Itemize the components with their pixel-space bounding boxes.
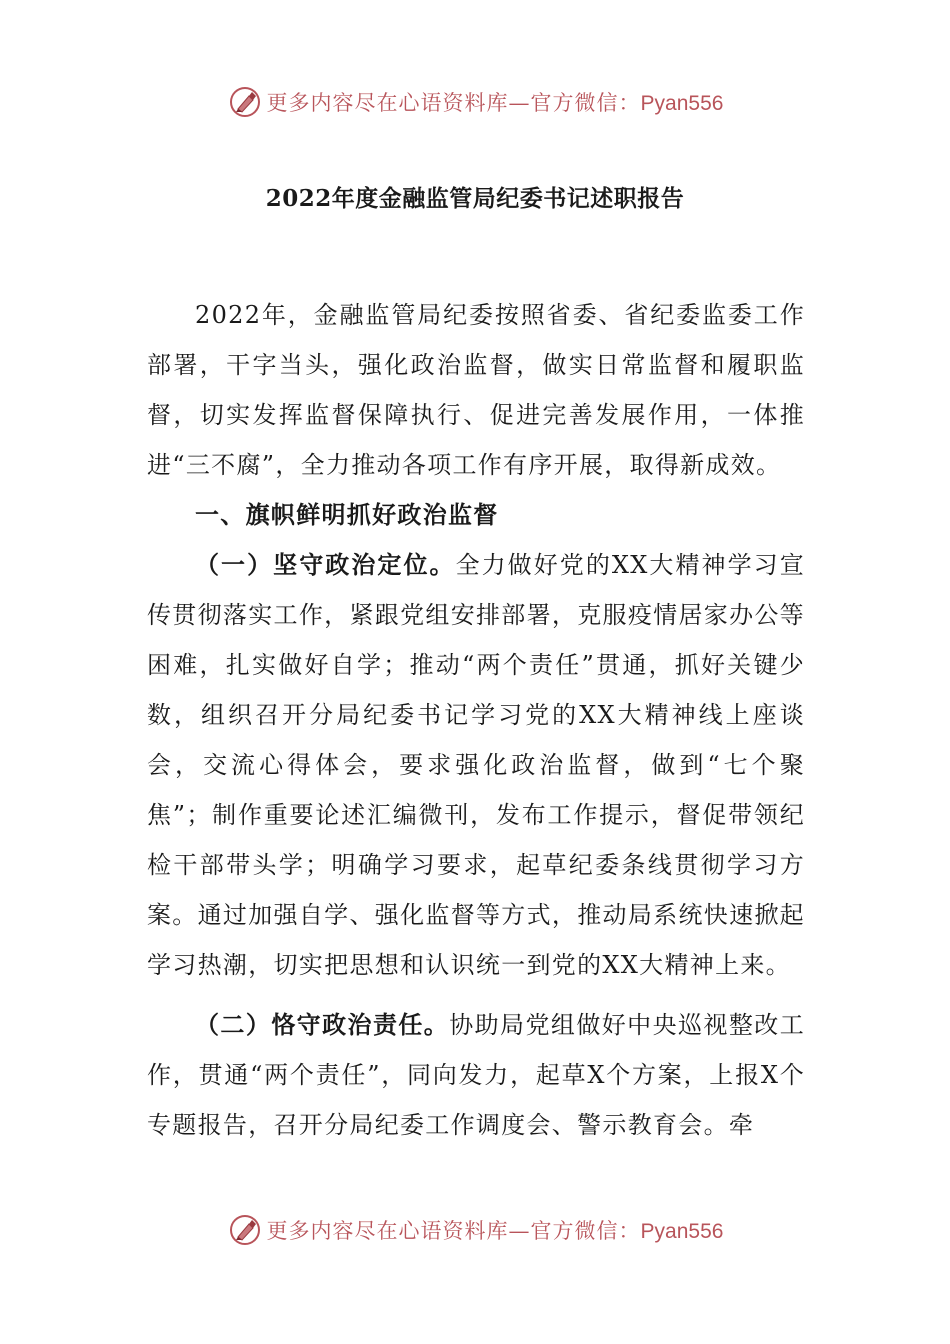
item-paragraph-2 (147, 1000, 805, 1150)
header-watermark (0, 80, 950, 124)
item-lead-2: （二）恪守政治责任。 (195, 1010, 450, 1039)
pen-nib-logo-icon (227, 1212, 263, 1248)
document-body (147, 290, 805, 1150)
watermark-text: 更多内容尽在心语资料库—官方微信：Pyan556 (266, 91, 724, 115)
pen-nib-logo-icon (227, 84, 263, 120)
watermark-text: 更多内容尽在心语资料库—官方微信：Pyan556 (266, 1219, 724, 1243)
item-body-1: 全力做好党的XX大精神学习宣传贯彻落实工作，紧跟党组安排部署，克服疫情居家办公等困难，扎实做好自学；推动“两个责任”贯通，抓好关键少数，组织召开分局纪委书记学习党的XX大精神线上座谈会，交流心得体会，要求强化政治监督，做到“七个聚焦”；制作重要论述汇编微刊，发布工作提示，督促带领纪检干部带头学；明确学习要求，起草纪委条线贯彻学习方案。通过加强自学、强化监督等方式，推动局系统快速掀起学习热潮，切实把思想和认识统一到党的XX大精神上来。 (147, 551, 806, 979)
section-heading: 一、旗帜鲜明抓好政治监督 (195, 500, 499, 529)
item-body-2: 协助局党组做好中央巡视整改工作，贯通“两个责任”，同向发力，起草X个方案，上报X个专题报告，召开分局纪委工作调度会、警示教育会。牵 (147, 1011, 805, 1139)
item-paragraph-1 (147, 540, 805, 990)
intro-paragraph: 2022年，金融监管局纪委按照省委、省纪委监委工作部署，干字当头，强化政治监督，做实日常监督和履职监督，切实发挥监督保障执行、促进完善发展作用，一体推进“三不腐”，全力推动各项工作有序开展，取得新成效。 (147, 301, 805, 479)
document-title: 2022年度金融监管局纪委书记述职报告 (265, 185, 685, 212)
item-lead-1: （一）坚守政治定位。 (195, 550, 456, 579)
footer-watermark (0, 1208, 950, 1252)
